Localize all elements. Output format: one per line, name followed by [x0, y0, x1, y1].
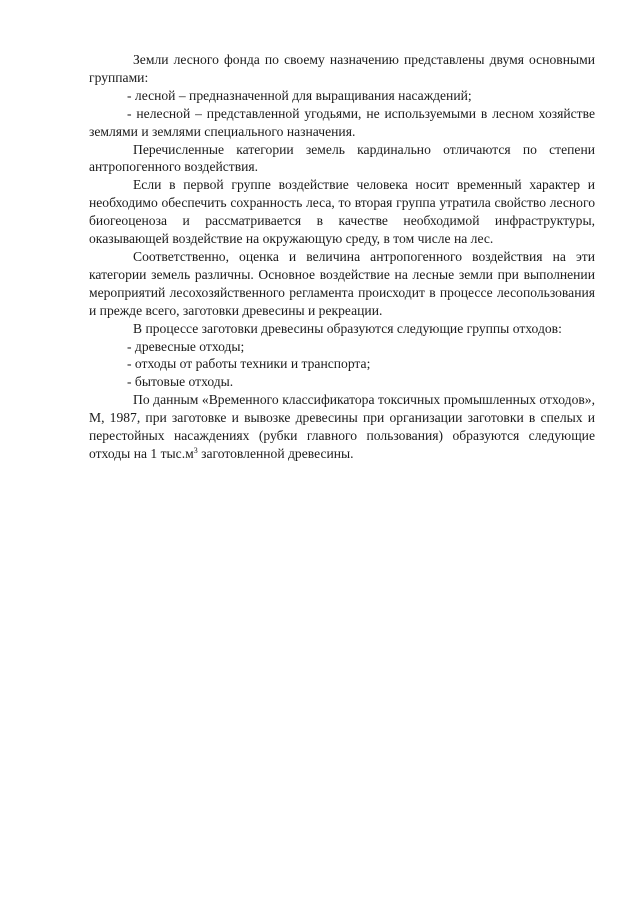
cubic-superscript: 3: [193, 445, 198, 455]
paragraph-land-categories: Перечисленные категории земель кардинально отличаются по степени антропогенного воздействия.: [89, 141, 595, 175]
paragraph-human-impact: Если в первой группе воздействие человека носит временный характер и необходимо обеспечить сохранность леса, то вторая группа утратила свойство лесного биогеоценоза и рассматривается в качестве необходимой инфраструктуры, оказывающей воздействие на окружающую среду, в том числе на лес.: [89, 177, 595, 247]
list-item-non-forest-land: - нелесной – представленной угодьями, не используемыми в лесном хозяйстве землями и землями специального назначения.: [89, 105, 595, 139]
list-item-household-waste: - бытовые отходы.: [127, 374, 234, 390]
paragraph-waste-groups: В процессе заготовки древесины образуются следующие группы отходов:: [133, 320, 562, 336]
classifier-text-tail: заготовленной древесины.: [197, 445, 354, 461]
list-item-wood-waste: - древесные отходы;: [127, 338, 245, 354]
paragraph-land-groups: Земли лесного фонда по своему назначению представлены двумя основными группами:: [89, 52, 595, 85]
paragraph-impact-assessment: Соответственно, оценка и величина антропогенного воздействия на эти категории земель различны. Основное воздействие на лесные земли при выполнении мероприятий лесохозяйственного регламента происходит в процессе лесопользования и прежде всего, заготовки древесины и рекреации.: [89, 248, 595, 318]
list-item-forest-land: - лесной – предназначенной для выращивания насаждений;: [127, 87, 472, 103]
list-item-machinery-waste: - отходы от работы техники и транспорта;: [127, 356, 371, 372]
document-body: [89, 51, 595, 463]
paragraph-classifier-reference: [89, 391, 595, 463]
classifier-text: По данным «Временного классификатора токсичных промышленных отходов», М, 1987, при заготовке и вывозке древесины при организации заготовки в спелых и перестойных насаждениях (рубки главного пользования) образуются следующие отходы на 1 тыс.м: [89, 392, 595, 461]
